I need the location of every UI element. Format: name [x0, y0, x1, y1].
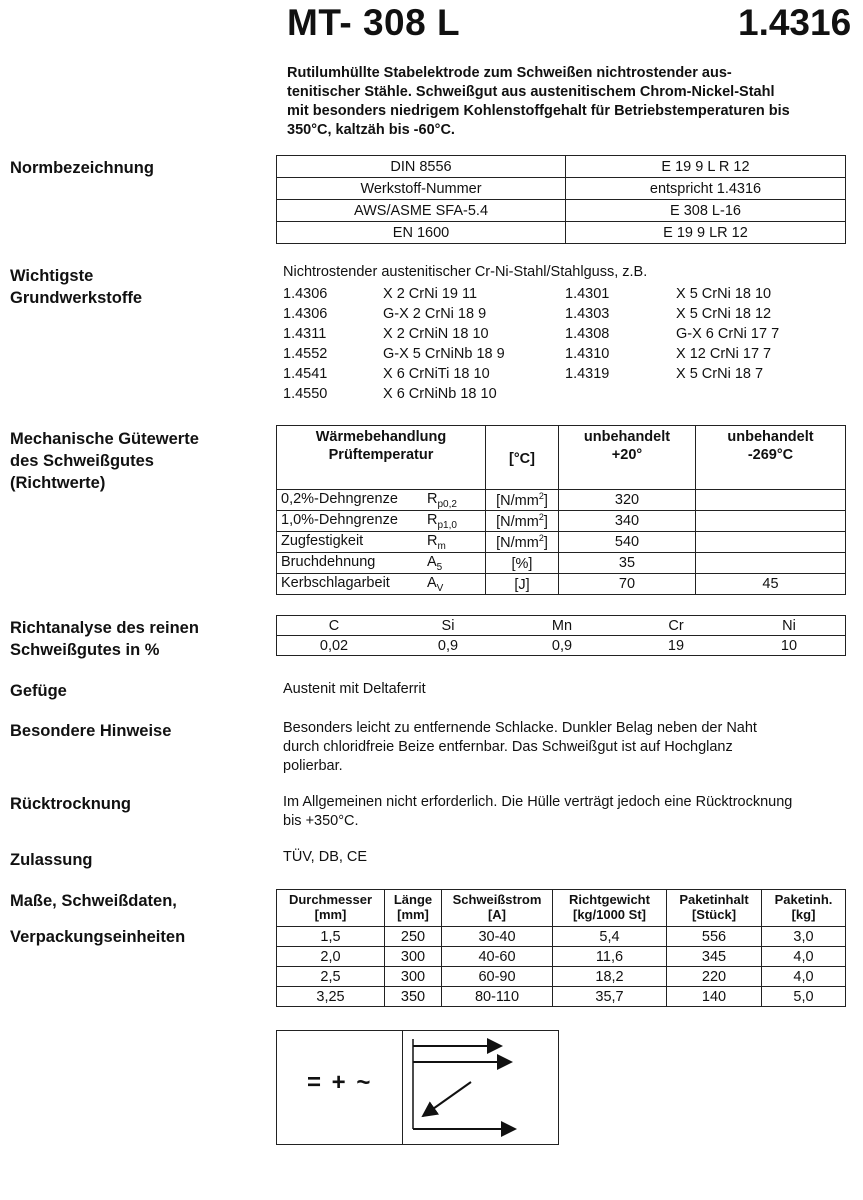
property-name: Kerbschlagarbeit [281, 574, 390, 591]
header-cell [559, 426, 696, 490]
table-cell: E 19 9 L R 12 [566, 156, 846, 178]
table-cell: 1.4303 [565, 306, 610, 322]
text-line: Besonders leicht zu entfernende Schlacke. Dunkler Belag neben der Naht [283, 720, 757, 736]
header-line: +20° [611, 447, 643, 463]
table-cell [696, 511, 846, 532]
norm-label: Normbezeichnung [10, 159, 154, 177]
unit: [N/mm [496, 534, 539, 551]
table-cell: DIN 8556 [277, 156, 566, 178]
table-cell: X 6 CrNiTi 18 10 [383, 366, 490, 382]
table-cell: 11,6 [553, 947, 667, 967]
property-symbol: R [427, 532, 438, 549]
table-cell [486, 511, 559, 532]
table-cell: entspricht 1.4316 [566, 178, 846, 200]
table-row [283, 284, 846, 304]
table-cell: 220 [667, 967, 762, 987]
header-line: Prüftemperatur [328, 447, 434, 463]
table-cell [277, 490, 486, 511]
table-cell [486, 553, 559, 574]
property-subscript: V [436, 582, 444, 594]
table-row [277, 636, 846, 656]
table-cell: 3,0 [762, 927, 846, 947]
table-cell: G-X 2 CrNi 18 9 [383, 306, 487, 322]
property-symbol: A [427, 574, 437, 591]
grundwerkstoffe-label [10, 265, 142, 309]
table-cell: 1.4308 [565, 326, 610, 342]
table-cell: 340 [559, 511, 696, 532]
header-cell [553, 890, 667, 927]
unit-end: ] [543, 534, 548, 551]
text-line: polierbar. [283, 758, 343, 774]
header-line: [kg/1000 St] [573, 907, 646, 922]
table-cell: 5,4 [553, 927, 667, 947]
text-line: bis +350°C. [283, 813, 359, 829]
gefuege-text: Austenit mit Deltaferrit [283, 681, 426, 697]
unit-end: ] [543, 513, 548, 530]
property-name: Zugfestigkeit [281, 532, 364, 549]
unit-superscript: 2 [538, 491, 544, 502]
intro-line: 350°C, kaltzäh bis -60°C. [287, 122, 455, 138]
table-cell: EN 1600 [277, 222, 566, 244]
table-cell: 0,02 [277, 636, 392, 656]
material-number: 1.4316 [738, 2, 852, 43]
table-cell: C [277, 616, 392, 636]
property-symbol: R [427, 511, 438, 528]
table-cell: 80-110 [442, 987, 553, 1007]
current-type-symbol [276, 1030, 559, 1145]
grundwerkstoffe-table [283, 284, 846, 404]
table-cell: X 5 CrNi 18 12 [676, 306, 772, 322]
norm-table [276, 155, 846, 244]
table-cell: 1.4311 [283, 326, 327, 342]
table-cell: 300 [385, 967, 442, 987]
table-cell: 19 [619, 636, 733, 656]
polarity-arrows-icon [403, 1031, 557, 1144]
header-cell [667, 890, 762, 927]
table-row [277, 927, 846, 947]
header-line: Schweißstrom [452, 892, 542, 907]
table-cell: 1.4310 [565, 346, 610, 362]
header-line: unbehandelt [583, 429, 671, 445]
table-cell: 350 [385, 987, 442, 1007]
header-line: [kg] [791, 907, 816, 922]
table-cell: 345 [667, 947, 762, 967]
header-cell: [°C] [486, 426, 559, 490]
table-row [277, 511, 846, 532]
unit: [N/mm [496, 513, 539, 530]
table-row [277, 156, 846, 178]
text-line: Im Allgemeinen nicht erforderlich. Die Hülle verträgt jedoch eine Rücktrocknung [283, 794, 793, 810]
table-cell [277, 574, 486, 595]
header-cell [277, 426, 486, 490]
table-header-row [277, 890, 846, 927]
table-cell: 1.4541 [283, 366, 328, 382]
label-line: Grundwerkstoffe [10, 289, 143, 307]
table-row [283, 304, 846, 324]
table-row [277, 987, 846, 1007]
table-row [277, 574, 846, 595]
table-cell [676, 384, 846, 404]
table-cell: 1.4550 [283, 386, 328, 402]
table-cell: X 5 CrNi 18 10 [676, 286, 772, 302]
table-cell: E 19 9 LR 12 [566, 222, 846, 244]
text-line: durch chloridfreie Beize entfernbar. Das Schweißgut ist auf Hochglanz [283, 739, 733, 755]
table-cell: 0,9 [391, 636, 505, 656]
table-row [283, 324, 846, 344]
header-cell [385, 890, 442, 927]
table-row [283, 344, 846, 364]
table-row [277, 967, 846, 987]
table-cell: 70 [559, 574, 696, 595]
hinweise-text [283, 719, 843, 776]
table-cell: Mn [505, 616, 619, 636]
header-line: unbehandelt [727, 429, 814, 445]
table-cell: 60-90 [442, 967, 553, 987]
header-line: Richtgewicht [569, 892, 650, 907]
table-cell: 1.4306 [283, 306, 328, 322]
intro-line: mit besonders niedrigem Kohlenstoffgehalt für Betriebstemperaturen bis [287, 103, 790, 119]
table-cell: 30-40 [442, 927, 553, 947]
gefuege-label: Gefüge [10, 682, 67, 700]
property-subscript: p1,0 [437, 519, 457, 531]
header-line: Paketinhalt [679, 892, 749, 907]
table-cell: 4,0 [762, 967, 846, 987]
table-cell [696, 490, 846, 511]
unit: [N/mm [496, 492, 539, 509]
analyse-table [276, 615, 846, 656]
current-type-text-cell [277, 1031, 403, 1144]
header-line: Länge [393, 892, 433, 907]
table-cell: 0,9 [505, 636, 619, 656]
table-cell: Si [391, 616, 505, 636]
intro-line: tenitischer Stähle. Schweißgut aus austenitischem Chrom-Nickel-Stahl [287, 84, 775, 100]
table-cell: Ni [733, 616, 846, 636]
table-cell [277, 511, 486, 532]
header-line: [mm] [397, 907, 429, 922]
table-row [277, 616, 846, 636]
property-name: Bruchdehnung [281, 553, 376, 570]
table-row [277, 532, 846, 553]
property-symbol: A [427, 553, 437, 570]
intro-text [287, 64, 847, 140]
header-line: [mm] [314, 907, 347, 922]
table-cell: X 2 CrNi 19 11 [383, 286, 478, 302]
table-cell: 2,5 [277, 967, 385, 987]
table-cell: 1.4301 [565, 286, 610, 302]
table-cell: AWS/ASME SFA-5.4 [277, 200, 566, 222]
table-row [277, 553, 846, 574]
table-cell: Cr [619, 616, 733, 636]
table-cell: 556 [667, 927, 762, 947]
hinweise-label: Besondere Hinweise [10, 722, 172, 740]
table-cell: X 5 CrNi 18 7 [676, 366, 764, 382]
table-row [277, 222, 846, 244]
unit-end: ] [543, 492, 548, 509]
table-row [277, 178, 846, 200]
label-line: Schweißgutes in % [10, 641, 160, 659]
table-cell: 10 [733, 636, 846, 656]
property-subscript: p0,2 [437, 498, 457, 510]
table-cell: 18,2 [553, 967, 667, 987]
mech-table [276, 425, 846, 595]
table-cell: 2,0 [277, 947, 385, 967]
table-cell: 4,0 [762, 947, 846, 967]
label-line: Richtanalyse des reinen [10, 619, 199, 637]
table-cell: 3,25 [277, 987, 385, 1007]
zulassung-text: TÜV, DB, CE [283, 849, 368, 865]
unit: [J] [514, 576, 530, 593]
table-cell: E 308 L-16 [566, 200, 846, 222]
table-cell: Werkstoff-Nummer [277, 178, 566, 200]
table-cell [486, 532, 559, 553]
table-row [277, 490, 846, 511]
table-cell [486, 490, 559, 511]
unit-superscript: 2 [538, 533, 544, 544]
table-cell [277, 532, 486, 553]
table-cell: X 6 CrNiNb 18 10 [383, 386, 497, 402]
property-name: 0,2%-Dehngrenze [281, 490, 398, 507]
header-cell [696, 426, 846, 490]
table-cell: 35 [559, 553, 696, 574]
property-subscript: 5 [436, 561, 443, 573]
table-cell: 35,7 [553, 987, 667, 1007]
table-cell: G-X 5 CrNiNb 18 9 [383, 346, 505, 362]
ruecktrocknung-label: Rücktrocknung [10, 795, 132, 813]
mech-label [10, 428, 199, 494]
masse-label-2: Verpackungseinheiten [10, 928, 186, 946]
header-line: Paketinh. [774, 892, 833, 907]
table-cell: 300 [385, 947, 442, 967]
header-line: Durchmesser [288, 892, 373, 907]
unit: [%] [511, 555, 533, 572]
unit-superscript: 2 [538, 512, 544, 523]
header-cell [442, 890, 553, 927]
table-cell: 320 [559, 490, 696, 511]
table-cell: 1,5 [277, 927, 385, 947]
table-cell: X 2 CrNiN 18 10 [383, 326, 489, 342]
label-line: Wichtigste [10, 267, 94, 285]
table-header-row [277, 426, 846, 490]
table-cell [486, 574, 559, 595]
current-type-text: = + ~ [307, 1069, 373, 1096]
table-cell [565, 384, 676, 404]
header-line: -269°C [747, 447, 794, 463]
table-cell: 45 [696, 574, 846, 595]
table-cell: 540 [559, 532, 696, 553]
zulassung-label: Zulassung [10, 851, 93, 869]
table-cell: X 12 CrNi 17 7 [676, 346, 772, 362]
product-title: MT- 308 L [287, 2, 461, 43]
table-cell: 250 [385, 927, 442, 947]
header-line: Wärmebehandlung [315, 429, 447, 445]
property-symbol: R [427, 490, 438, 507]
analyse-label [10, 617, 199, 661]
table-cell: 40-60 [442, 947, 553, 967]
table-cell: 5,0 [762, 987, 846, 1007]
header-cell [277, 890, 385, 927]
ruecktrocknung-text [283, 793, 853, 831]
label-line: des Schweißgutes [10, 452, 154, 470]
intro-line: Rutilumhüllte Stabelektrode zum Schweißen nichtrostender aus- [287, 65, 732, 81]
table-cell [277, 553, 486, 574]
header-line: [Stück] [691, 907, 737, 922]
table-cell: 1.4552 [283, 346, 328, 362]
table-cell: 1.4306 [283, 286, 328, 302]
property-subscript: m [437, 540, 446, 552]
table-cell [696, 532, 846, 553]
header-line: [A] [487, 907, 507, 922]
grundwerkstoffe-intro: Nichtrostender austenitischer Cr-Ni-Stahl/Stahlguss, z.B. [283, 264, 648, 280]
table-cell: 140 [667, 987, 762, 1007]
header-cell [762, 890, 846, 927]
label-line: (Richtwerte) [10, 474, 106, 492]
table-row [283, 384, 846, 404]
table-row [277, 947, 846, 967]
property-name: 1,0%-Dehngrenze [281, 511, 398, 528]
label-line: Mechanische Gütewerte [10, 430, 199, 448]
table-cell: 1.4319 [565, 366, 610, 382]
table-cell: G-X 6 CrNi 17 7 [676, 326, 780, 342]
masse-label-1: Maße, Schweißdaten, [10, 892, 177, 910]
table-row [283, 364, 846, 384]
table-cell [696, 553, 846, 574]
table-row [277, 200, 846, 222]
masse-table [276, 889, 846, 1007]
